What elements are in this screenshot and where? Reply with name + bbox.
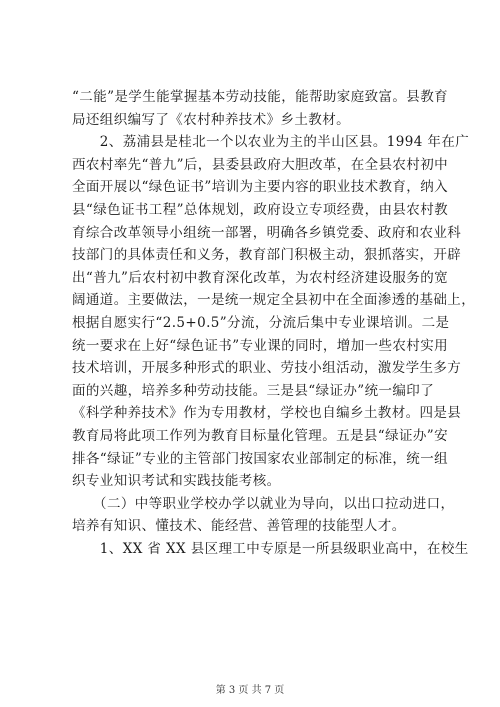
text-line: 局还组织编写了《农村种养技术》乡土教材。 xyxy=(72,111,350,128)
text-line: 培养有知识、懂技术、能经营、善管理的技能型人才。 xyxy=(72,518,406,535)
text-line: 1、XX 省 XX 县区理工中专原是一所县级职业高中，在校生 xyxy=(72,540,469,557)
body-text xyxy=(72,86,476,560)
text-line: 2、荔浦县是桂北一个以农业为主的半山区县。1994 年在广 xyxy=(72,134,470,151)
text-line: 《科学种养技术》作为专用教材，学校也自编乡土教材。四是县 xyxy=(72,405,462,422)
text-line: 根据自愿实行“2.5+0.5”分流，分流后集中专业课培训。二是 xyxy=(72,314,450,331)
text-line: 县“绿色证书工程”总体规划，政府设立专项经费，由县农村教 xyxy=(72,201,449,218)
text-line: 面的兴趣，培养多种劳动技能。三是县“绿证办”统一编印了 xyxy=(72,382,435,399)
page-footer: 第 3 页 共 7 页 xyxy=(215,685,285,696)
text-line: 全面开展以“绿色证书”培训为主要内容的职业技术教育，纳入 xyxy=(72,179,449,196)
text-line: （二）中等职业学校办学以就业为导向，以出口拉动进口， xyxy=(72,495,455,512)
text-line: 出“普九”后农村初中教育深化改革，为农村经济建设服务的宽 xyxy=(72,269,449,286)
text-line: “二能”是学生能掌握基本劳动技能，能帮助家庭致富。县教育 xyxy=(72,89,449,105)
text-line: 统一要求在上好“绿色证书”专业课的同时，增加一些农村实用 xyxy=(72,337,449,354)
text-line: 阔通道。主要做法，一是统一规定全县初中在全面渗透的基础上， xyxy=(72,292,476,309)
text-line: 教育局将此项工作列为教育目标量化管理。五是县“绿证办”安 xyxy=(72,427,449,444)
text-line: 织专业知识考试和实践技能考核。 xyxy=(72,473,281,490)
text-line: 排各“绿证”专业的主管部门按国家农业部制定的标准，统一组 xyxy=(72,450,449,467)
text-line: 技部门的具体责任和义务，教育部门积极主动，狠抓落实，开辟 xyxy=(72,247,462,264)
text-line: 技术培训，开展多种形式的职业、劳技小组活动，激发学生多方 xyxy=(72,360,462,377)
text-line: 西农村率先“普九”后，县委县政府大胆改革，在全县农村初中 xyxy=(72,156,449,173)
text-line: 育综合改革领导小组统一部署，明确各乡镇党委、政府和农业科 xyxy=(72,224,462,241)
